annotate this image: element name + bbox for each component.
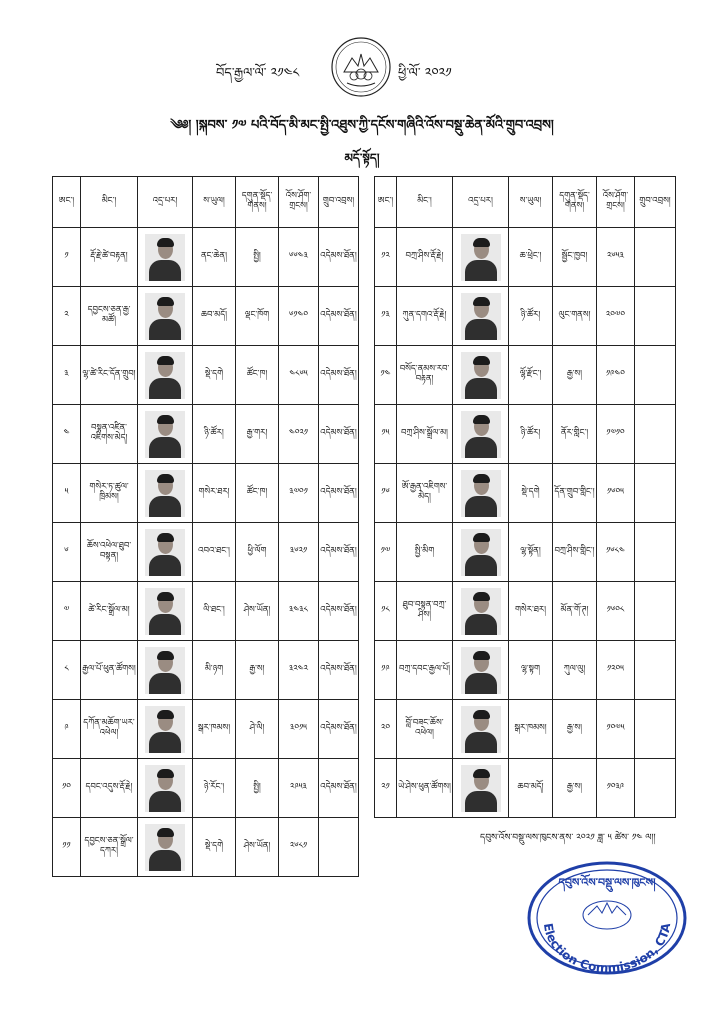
candidate-photo-icon [461,706,501,753]
result-remark [635,523,676,582]
candidate-photo [138,523,193,582]
row-number: ༡༦ [375,464,397,523]
candidate-name: དབང་འདུས་རྡོ་རྗེ། [81,759,138,818]
results-table-right [374,176,676,818]
vote-count: ༣༧༠༡ [279,464,319,523]
table-row [375,464,676,523]
settlement: རྒྱ་ས། [553,759,597,818]
settlement: ནོར་གླིང་། [553,405,597,464]
header-remark: གྲུབ་འབྲས། [635,177,676,228]
header-name: མིང་། [81,177,138,228]
table-row [53,228,359,287]
vote-count: ༣༠༡༥ [279,700,319,759]
result-remark [635,700,676,759]
region: སྡེ་དགེ [509,464,553,523]
settlement: སྤྱི། [236,759,279,818]
candidate-photo [453,405,509,464]
vote-count: ༤༠༢༡ [279,405,319,464]
region: ལྷོ་རྫོང་། [509,346,553,405]
vote-count: ༦༡༤༠ [279,287,319,346]
header-year-tibetan: བོད་རྒྱལ་ལོ་ ༢༡༤༨ [216,66,300,81]
table-header-row [375,177,676,228]
vote-count: ༡༢༠༥ [597,641,635,700]
header-settlement: དགུན་སྡོད་གནས། [553,177,597,228]
region: གསེར་ཐར། [509,582,553,641]
region: ཉེ་རོང་། [193,759,236,818]
result-remark [635,405,676,464]
region: ཉི་ཚོར། [509,287,553,346]
candidate-photo [138,700,193,759]
table-row [375,405,676,464]
table-row [53,700,359,759]
settlement: ཤེས་ཡོན། [236,818,279,877]
candidate-name: རྡོ་རྗེ་ཚེ་བརྟན། [81,228,138,287]
region: སྡེ་དགེ [193,346,236,405]
row-number: ༥ [53,464,81,523]
table-row [53,346,359,405]
result-remark [635,641,676,700]
settlement: སྦྱོང་ཁྱབ། [553,228,597,287]
table-row [375,346,676,405]
vote-count: ༤༨༦༥ [279,346,319,405]
region: ཉི་ཚོར། [193,405,236,464]
candidate-name: དབྱངས་ཅན་རྒྱ་མཚོ། [81,287,138,346]
settlement: རྒྱ་ས། [553,346,597,405]
region: ཆབ་མདོ། [509,759,553,818]
vote-count: ༡༦༨༤ [597,523,635,582]
result-remark: འདེམས་ཐོན། [319,759,359,818]
table-row [53,405,359,464]
row-number: ༢༠ [375,700,397,759]
candidate-name: ཚེ་རིང་སྒྲོལ་མ། [81,582,138,641]
candidate-name: བཀྲ་དབང་རྒྱལ་པོ། [397,641,453,700]
candidate-name: ཆོས་འཕེལ་ཐུབ་བསྟན། [81,523,138,582]
table-row [53,287,359,346]
candidate-name: རྒྱལ་པོ་ཕུན་ཚོགས། [81,641,138,700]
candidate-name: དཀོན་མཆོག་ཡར་འཕེལ། [81,700,138,759]
candidate-photo-icon [461,234,501,281]
candidate-photo [453,346,509,405]
candidate-photo-icon [145,647,185,694]
region: འབའ་ཐང་། [193,523,236,582]
vote-count: ༦༦༤༣ [279,228,319,287]
vote-count: ༢༦༨༡ [279,818,319,877]
settlement: རྒྱ་གར། [236,405,279,464]
candidate-photo-icon [145,529,185,576]
settlement: རྒྱ་ས། [553,700,597,759]
vote-count: ༡༧༡༠ [597,405,635,464]
candidate-photo-icon [145,765,185,812]
stamp-arc-text: Election Commission, CTA [540,922,674,976]
candidate-photo [453,523,509,582]
row-number: ༦ [53,523,81,582]
table-row [375,287,676,346]
candidate-photo [453,759,509,818]
row-number: ༡༧ [375,523,397,582]
row-number: ༣ [53,346,81,405]
candidate-photo [138,818,193,877]
settlement: ཕྱི་ལོག [236,523,279,582]
header-remark: གྲུབ་འབྲས། [319,177,359,228]
candidate-name: བཀྲ་ཤིས་སྒྲོལ་མ། [397,405,453,464]
candidate-photo [138,228,193,287]
settlement: ཚོང་ཁ། [236,464,279,523]
settlement: བཀྲ་ཤིས་གླིང་། [553,523,597,582]
settlement: དོན་གྲུབ་གླིང་། [553,464,597,523]
region: ཆབ་མདོ། [193,287,236,346]
region: ནང་ཆེན། [193,228,236,287]
table-row [53,523,359,582]
table-row [375,228,676,287]
result-remark: འདེམས་ཐོན། [319,641,359,700]
candidate-name: ཀུན་དགའ་རྡོ་རྗེ། [397,287,453,346]
result-remark: འདེམས་ཐོན། [319,287,359,346]
candidate-photo [138,346,193,405]
vote-count: ༢༦༥༣ [597,228,635,287]
candidate-photo [138,287,193,346]
candidate-name: བཀྲ་ཤིས་རྡོ་རྗེ། [397,228,453,287]
result-remark: འདེམས་ཐོན། [319,523,359,582]
header-no: ཨང་། [53,177,81,228]
header-region: ས་ཡུལ། [193,177,236,228]
region: གསེར་ཐར། [193,464,236,523]
row-number: ༢ [53,287,81,346]
header-settlement: དགུན་སྡོད་གནས། [236,177,279,228]
row-number: ༩ [53,700,81,759]
header-name: མིང་། [397,177,453,228]
settlement: ལུང་གནས། [553,287,597,346]
candidate-photo-icon [145,588,185,635]
result-remark [635,346,676,405]
header-photo: འདྲ་པར། [138,177,193,228]
candidate-photo [453,228,509,287]
vote-count: ༡༩༤༠ [597,346,635,405]
result-remark: འདེམས་ཐོན། [319,582,359,641]
candidate-name: བློ་བཟང་ཆོས་འཕེལ། [397,700,453,759]
vote-count: ༡༠༣༩ [597,759,635,818]
vote-count: ༢༩༥༣ [279,759,319,818]
table-row [53,818,359,877]
region: ཉི་ཚོར། [509,405,553,464]
settlement: ལྡང་ཁོག [236,287,279,346]
row-number: ༡༠ [53,759,81,818]
row-number: ༡༤ [375,346,397,405]
candidate-photo-icon [145,824,185,871]
candidate-name: ཨོ་རྒྱན་འཇིགས་མེད། [397,464,453,523]
row-number: ༢༡ [375,759,397,818]
candidate-photo [453,464,509,523]
candidate-photo-icon [145,293,185,340]
candidate-photo-icon [461,411,501,458]
candidate-photo [138,759,193,818]
result-remark [635,287,676,346]
table-row [53,641,359,700]
settlement: སྤྱི། [236,228,279,287]
header-votes: འོས་ཤོག་གྲངས། [279,177,319,228]
row-number: ༡༢ [375,228,397,287]
region: ལི་ཐང་། [193,582,236,641]
vote-count: ༣༢༤༢ [279,641,319,700]
candidate-photo-icon [461,647,501,694]
row-number: ༨ [53,641,81,700]
settlement: ཀུལ་ལུ། [553,641,597,700]
candidate-photo-icon [145,411,185,458]
header-no: ཨང་། [375,177,397,228]
table-row [53,759,359,818]
region: སྡེ་དགེ [193,818,236,877]
settlement: ཤེ་ལི། [236,700,279,759]
candidate-photo-icon [145,352,185,399]
candidate-name: བསོད་ནམས་རབ་བརྟན། [397,346,453,405]
settlement: ཚོང་ཁ། [236,346,279,405]
page-subtitle: མདོ་སྟོད། [344,151,380,165]
vote-count: ༡༦༠༥ [597,464,635,523]
candidate-photo-icon [461,765,501,812]
result-remark: འདེམས་ཐོན། [319,346,359,405]
result-remark [635,228,676,287]
result-remark [319,818,359,877]
region: ལྷ་སྟག [509,641,553,700]
header-photo: འདྲ་པར། [453,177,509,228]
candidate-photo-icon [461,352,501,399]
settlement: ཤེས་ཡོན། [236,582,279,641]
result-remark: འདེམས་ཐོན། [319,464,359,523]
vote-count: ༣༤༣༨ [279,582,319,641]
row-number: ༤ [53,405,81,464]
row-number: ༧ [53,582,81,641]
candidate-photo-icon [461,470,501,517]
result-remark [635,464,676,523]
table-row [375,759,676,818]
candidate-photo [138,641,193,700]
candidate-photo [453,287,509,346]
region: མི་ཉག [193,641,236,700]
stamp-top-text: དབུས་འོས་བསྡུ་ལས་ཁུངས། [558,876,656,889]
page-title: ༄༅། །སྐབས་ ༡༧ པའི་བོད་མི་མང་སྤྱི་འཐུས་ཀྱི་དངོས་གཞིའི་འོས་བསྡུ་ཆེན་མོའི་གྲུབ་འབྲས། [170,118,554,133]
footer-date-line: དབུས་འོས་བསྡུ་ལས་ཁུངས་ནས་ ༢༠༢༡ ཟླ་ ༥ ཚེས་ ༡༤ ལ།། [480,833,656,843]
candidate-photo-icon [461,293,501,340]
table-row [375,582,676,641]
table-row [375,523,676,582]
candidate-name: ལྷ་ཚེ་རིང་དོན་གྲུབ། [81,346,138,405]
table-body-right [375,228,676,818]
result-remark [635,759,676,818]
candidate-name: སྤྱི་མིག [397,523,453,582]
candidate-photo [138,464,193,523]
vote-count: ༢༠༧༠ [597,287,635,346]
result-remark [635,582,676,641]
candidate-name: གསེར་ཏ་ཚུལ་ཁྲིམས། [81,464,138,523]
candidate-name: དབྱངས་ཅན་སྒྲོལ་དཀར། [81,818,138,877]
table-body-left [53,228,359,877]
candidate-photo [453,700,509,759]
candidate-name: ཡེ་ཤེས་ཕུན་ཚོགས། [397,759,453,818]
candidate-name: བསྟན་འཛིན་འཇིགས་མེད། [81,405,138,464]
vote-count: ༣༦༢༡ [279,523,319,582]
candidate-photo [138,582,193,641]
candidate-photo-icon [145,706,185,753]
header-year-western: ཕྱི་ལོ་ ༢༠༢༡ [398,66,452,81]
header-votes: འོས་ཤོག་གྲངས། [597,177,635,228]
row-number: ༡༡ [53,818,81,877]
candidate-name: ཐུབ་བསྟན་བཀྲ་ཤིས། [397,582,453,641]
results-table-left [52,176,359,877]
row-number: ༡༩ [375,641,397,700]
region: ཆ་ཕྲེང་། [509,228,553,287]
region: སྒར་ཁམས། [509,700,553,759]
settlement: མོན་གོ་ཊ། [553,582,597,641]
header-region: ས་ཡུལ། [509,177,553,228]
table-row [375,641,676,700]
table-row [53,464,359,523]
vote-count: ༡༦༠༨ [597,582,635,641]
table-row [53,582,359,641]
settlement: རྒྱ་ས། [236,641,279,700]
election-commission-stamp [526,860,688,976]
result-remark: འདེམས་ཐོན། [319,700,359,759]
candidate-photo [138,405,193,464]
table-header-row [53,177,359,228]
candidate-photo-icon [145,470,185,517]
emblem-seal [330,36,392,98]
result-remark: འདེམས་ཐོན། [319,405,359,464]
row-number: ༡༣ [375,287,397,346]
row-number: ༡༨ [375,582,397,641]
table-row [375,700,676,759]
candidate-photo-icon [461,588,501,635]
row-number: ༡ [53,228,81,287]
region: སྒར་ཁམས། [193,700,236,759]
result-remark: འདེམས་ཐོན། [319,228,359,287]
candidate-photo [453,582,509,641]
vote-count: ༡༠༧༥ [597,700,635,759]
candidate-photo-icon [145,234,185,281]
candidate-photo [453,641,509,700]
candidate-photo-icon [461,529,501,576]
region: ལྷ་སྟོན། [509,523,553,582]
row-number: ༡༥ [375,405,397,464]
